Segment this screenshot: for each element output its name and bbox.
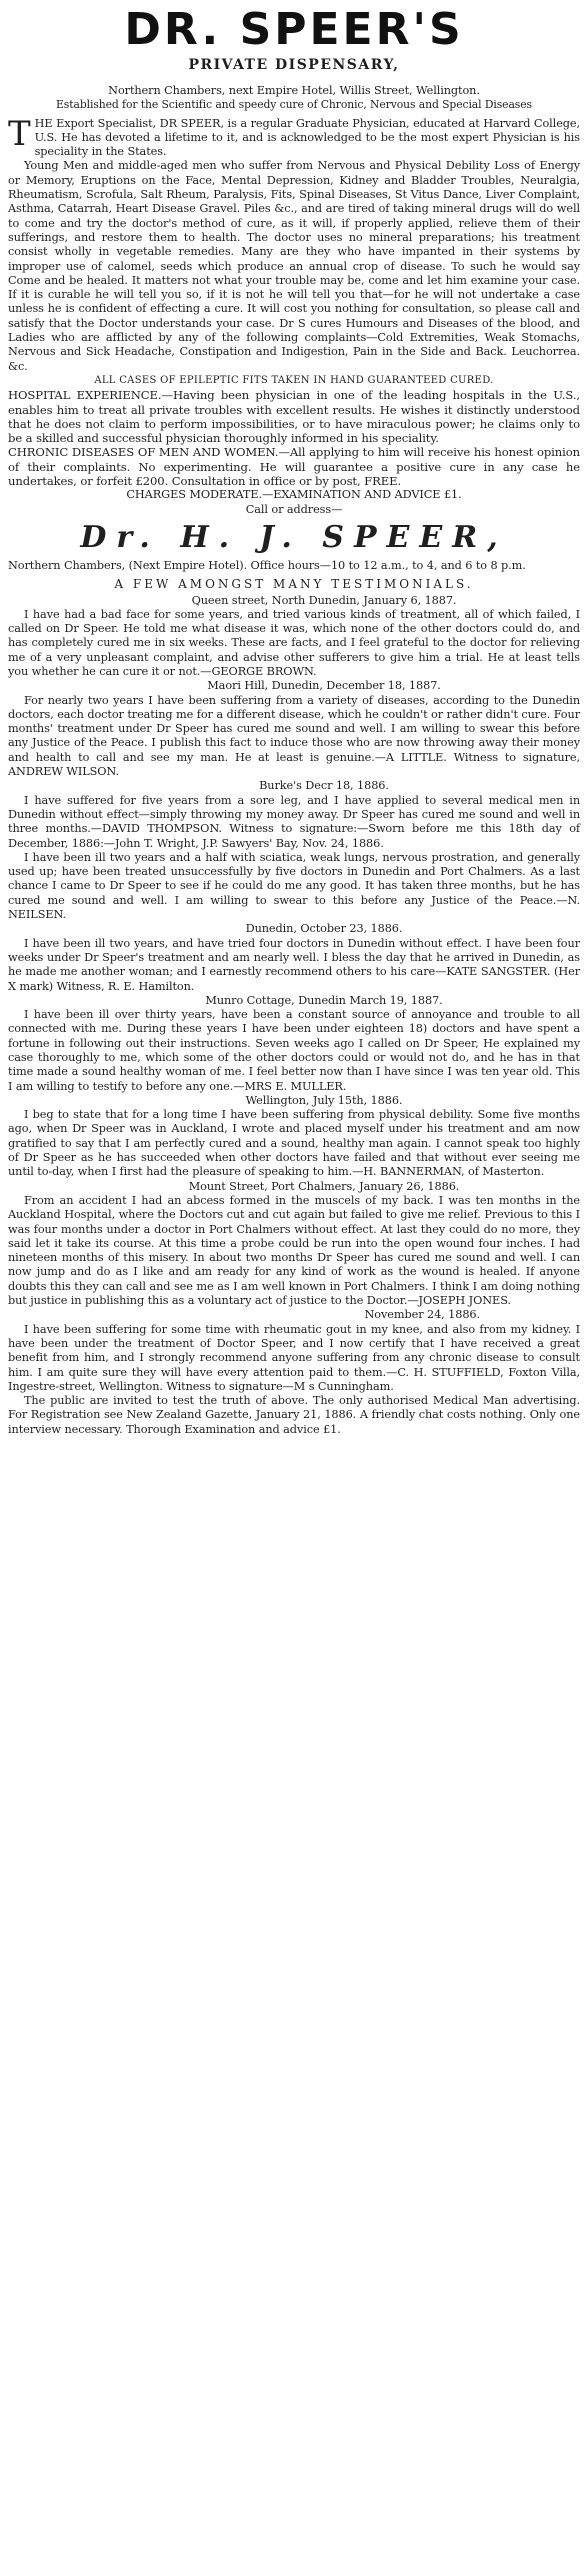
testimonial-place: Munro Cottage, Dunedin March 19, 1887. [205, 993, 443, 1007]
testimonial-text: I have been ill two years and a half with sciatica, weak lungs, nervous prostration, and generally used up; have been treated unsuccessfully by five doctors in Dunedin and Port Chalmers. As a last chance I came to Dr Speer to see if he could do me any good. It has taken three months, but he has cured me sound and well. I am willing to swear to this before any Justice of the Peace.—N. NEILSEN. [8, 850, 580, 922]
advert-title: DR. SPEER'S [124, 4, 464, 55]
closing-paragraph: The public are invited to test the truth of above. The only authorised Medical Man advertising. For Registration see New Zealand Gazette, January 21, 1886. A friendly chat costs nothing. Only one interview necessary. Thorough Examination and advice £1. [8, 1394, 580, 1436]
testimonial-item [8, 679, 580, 779]
young-men-paragraph: Young Men and middle-aged men who suffer from Nervous and Physical Debility Loss of Energy or Memory, Eruptions on the Face, Mental Depression, Kidney and Bladder Troubles, Neuralgia, Rheumatism, Scrofula, Salt Rheum, Paralysis, Fits, Spinal Diseases, St Vitus Dance, Liver Complaint, Asthma, Catarrah, Heart Disease Gravel. Piles &c., and are tired of taking mineral drugs will do well to come and try the doctor's method of cure, as it will, if properly applied, relieve them of their sufferings, and restore them to health. The doctor uses no mineral preparations; his treatment consist wholly in vegetable remedies. Many are they who have impanted in their systems by improper use of calomel, seeds which produce an annual crop of disease. To such he would say Come and be healed. It matters not what your trouble may be, come and let him examine your case. If it is curable he will tell you so, if it is not he will tell you that—for he will not undertake a case unless he is confident of effecting a cure. It will cost you nothing for consultation, so please call and satisfy that the Doctor understands your case. Dr S cures Humours and Diseases of the blood, and Ladies who are afflicted by any of the following complaints—Cold Extremities, Weak Stomachs, Nervous and Sick Headache, Constipation and Indigestion, Pain in the Side and Back. Leuchorrea. &c. [8, 159, 580, 373]
testimonials-list [8, 594, 580, 1395]
testimonial-place: Dunedin, October 23, 1886. [245, 922, 403, 936]
doctor-name: Dr. H. J. SPEER, [80, 519, 508, 555]
testimonial-place: Wellington, July 15th, 1886. [245, 1093, 403, 1107]
testimonial-text: I have been ill two years, and have tried four doctors in Dunedin without effect. I have been four weeks under Dr Speer's treatment and am nearly well. I bless the day that he arrived in Dunedin, as he made me another woman; and I earnestly recommend others to his care—KATE SANGSTER. (Her X mark) Witness, R. E. Hamilton. [8, 936, 580, 993]
testimonial-item [8, 994, 580, 1094]
established-line: Established for the Scientific and speedy cure of Chronic, Nervous and Special Diseases [56, 98, 532, 112]
advert-subtitle: PRIVATE DISPENSARY, [188, 57, 400, 73]
charges-line: CHARGES MODERATE.—EXAMINATION AND ADVICE £1. [126, 488, 462, 502]
testimonial-item [8, 1094, 580, 1180]
testimonial-item [8, 851, 580, 922]
testimonial-text: I have had a bad face for some years, and tried various kinds of treatment, all of which failed, I called on Dr Speer. He told me what disease it was, which none of the other doctors could do, and has completely cured me in six weeks. These are facts, and I feel grateful to the doctor for relieving me of a very unpleasant complaint, and advise other sufferers to give him a trial. He at least tells you whether he can cure it or not.—GEORGE BROWN. [8, 607, 580, 678]
testimonial-text: I have suffered for five years from a sore leg, and I have applied to several medical men in Dunedin without effect—simply throwing my money away. Dr Speer has cured me sound and well in three months.—DAVID THOMPSON. Witness to signature:—Sworn before me this 18th day of December, 1886:—John T. Wright, J.P. Sawyers' Bay, Nov. 24, 1886. [8, 793, 580, 850]
hospital-paragraph: HOSPITAL EXPERIENCE.—Having been physician in one of the leading hospitals in the U.S., enables him to treat all private troubles with excellent results. He wishes it distinctly understood that he does not claim to perform impossibilities, or to have miraculous power; he claims only to be a skilled and successful physician thoroughly informed in his speciality. [8, 388, 580, 446]
office-line: Northern Chambers, (Next Empire Hotel). Office hours—10 to 12 a.m., to 4, and 6 to 8 p.m. [8, 558, 526, 572]
testimonial-place: Burke's Decr 18, 1886. [259, 779, 389, 793]
testimonial-place: Mount Street, Port Chalmers, January 26, 1886. [188, 1179, 460, 1193]
testimonial-place: Maori Hill, Dunedin, December 18, 1887. [207, 679, 441, 693]
testimonial-text: I have been suffering for some time with rheumatic gout in my knee, and also from my kidney. I have been under the treatment of Doctor Speer, and I now certify that I have received a great benefit from him, and I strongly recommend anyone suffering from any chronic disease to consult him. I am quite sure they will have every attention paid to them.—C. H. STUFFIELD, Foxton Villa, Ingestre-street, Wellington. Witness to signature—M s Cunningham. [8, 1322, 580, 1393]
testimonial-item [8, 1308, 580, 1394]
testimonial-place: Queen street, North Dunedin, January 6, 1887. [191, 593, 457, 607]
intro-text: HE Export Specialist, DR SPEER, is a regular Graduate Physician, educated at Harvard College, U.S. He has devoted a lifetime to it, and is acknowledged to be the most expert Physician is his speciality in the States. [34, 116, 580, 159]
testimonial-item [8, 594, 580, 680]
testimonial-text: I beg to state that for a long time I have been suffering from physical debility. Some five months ago, when Dr Speer was in Auckland, I wrote and placed myself under his treatment and am now gratified to say that I am perfectly cured and a sound, healthy man again. I cannot speak too highly of Dr Speer as he has succeeded when other doctors have failed and that without ever seeing me until to-day, when I first had the pleasure of speaking to him.—H. BANNERMAN, of Masterton. [8, 1108, 580, 1179]
testimonial-text: From an accident I had an abcess formed in the muscels of my back. I was ten months in the Auckland Hospital, where the Doctors cut and cut again but failed to give me relief. Previous to this I was four months under a doctor in Port Chalmers without effect. At last they could do no more, they said let it take its course. At this time a probe could be run into the open wound four inches. I had nineteen months of this misery. In about two months Dr Speer has cured me sound and well. I can now jump and do as I like and am ready for any kind of work as the wound is healed. If anyone doubts this they can call and see me as I am well known in Port Chalmers. I think I am doing nothing but justice in publishing this as a voluntary act of justice to the Doctor.—JOSEPH JONES. [8, 1193, 580, 1308]
call-line: Call or address— [245, 502, 343, 516]
address-line: Northern Chambers, next Empire Hotel, Willis Street, Wellington. [108, 84, 480, 97]
epileptic-line: ALL CASES OF EPILEPTIC FITS TAKEN IN HAND GUARANTEED CURED. [94, 374, 494, 386]
testimonial-item [8, 779, 580, 850]
testimonial-text: For nearly two years I have been suffering from a variety of diseases, according to the Dunedin doctors, each doctor treating me for a different disease, which he couldn't or rather didn't cure. Four months' treatment under Dr Speer has cured me sound and well. I am willing to swear this before any Justice of the Peace. I publish this fact to induce those who are now throwing away their money and health to call and see my man. He at least is genuine.—A LITTLE. Witness to signature, ANDREW WILSON. [8, 693, 580, 779]
testimonial-item [8, 922, 580, 993]
testimonial-text: I have been ill over thirty years, have been a constant source of annoyance and trouble to all connected with me. During these years I have been under eighteen 18) doctors and have spent a fortune in following out their instructions. Seven weeks ago I called on Dr Speer, He explained my case thoroughly to me, which some of the other doctors could or would not do, and he has in that time made a sound healthy woman of me. I feel better now than I have since I was ten year old. This I am willing to testify to before any one.—MRS E. MULLER. [8, 1008, 580, 1093]
intro-paragraph [8, 113, 580, 160]
testimonials-heading: A FEW AMONGST MANY TESTIMONIALS. [114, 577, 474, 592]
chronic-paragraph: CHRONIC DISEASES OF MEN AND WOMEN.—All applying to him will receive his honest opinion of their complaints. No experimenting. He will guarantee a positive cure in any case he undertakes, or forfeit £200. Consultation in office or by post, FREE. [8, 445, 580, 489]
testimonial-item [8, 1180, 580, 1309]
testimonial-place: November 24, 1886. [364, 1308, 480, 1322]
drop-cap: T [8, 113, 31, 154]
